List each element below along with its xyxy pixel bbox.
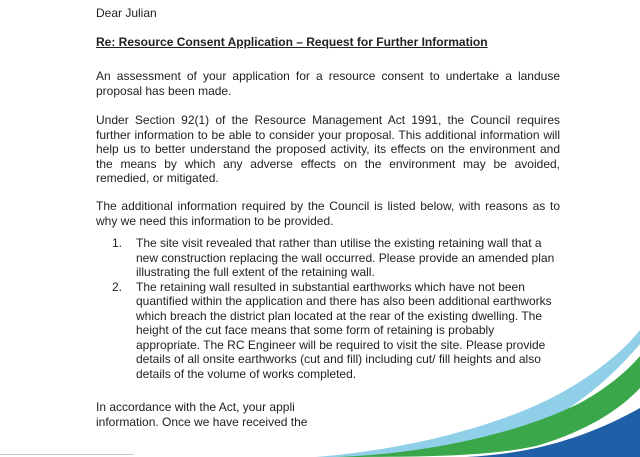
- letterhead-swoosh: [316, 330, 640, 457]
- list-item-text: The retaining wall resulted in substantial earthworks which have not been quantified within the application and there has also been additional earthworks which breach the district plan located at the rear of the existing dwelling. The height of the cut face means that some form of retaining is probably appropriate. The RC Engineer will be required to visit the site. Please provide details of all onsite earthworks (cut and fill) including cut/ fill heights and also details of the volume of works completed.: [136, 279, 552, 381]
- paragraph-additional-info: The additional information required by the Council is listed below, with reasons as to why we need this information to be provided.: [96, 199, 560, 228]
- paragraph-section-92: Under Section 92(1) of the Resource Management Act 1991, the Council requires further information to be able to consider your proposal. This additional information will help us to better understand the proposed activity, its effects on the environment and the means by which any adverse effects on the environment may be avoided, remedied, or mitigated.: [96, 113, 560, 185]
- paragraph-line: information. Once we have received the: [96, 414, 308, 429]
- salutation: Dear Julian: [96, 6, 157, 20]
- paragraph-in-accordance: [96, 400, 326, 429]
- paragraph-line: In accordance with the Act, your appli: [96, 400, 295, 414]
- list-item-text: The site visit revealed that rather than utilise the existing retaining wall that a new construction replacing the wall occurred. Please provide an amended plan illustrating the full extent of the retaining wall.: [136, 236, 555, 279]
- list-item: [112, 236, 560, 280]
- list-item-number: 1.: [112, 236, 123, 250]
- bottom-rule: [0, 454, 134, 455]
- paragraph-assessment: An assessment of your application for a resource consent to undertake a landuse proposal has been made.: [96, 69, 560, 98]
- subject-heading: Re: Resource Consent Application – Request for Further Information: [96, 35, 488, 49]
- list-item-number: 2.: [112, 279, 123, 294]
